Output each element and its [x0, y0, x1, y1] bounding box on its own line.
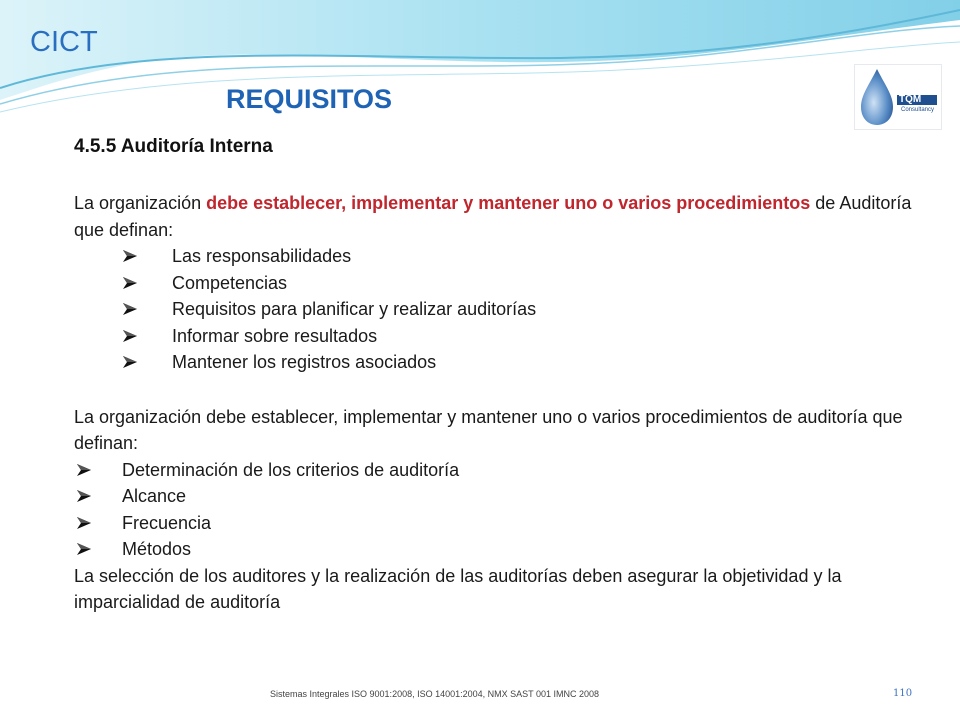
brand-label: CICT: [30, 26, 98, 58]
arrow-bullet-icon: [122, 243, 144, 263]
list-item-text: Métodos: [122, 539, 192, 559]
criteria-list: [74, 457, 926, 563]
arrow-bullet-icon: [122, 323, 144, 343]
list-item: [74, 296, 926, 323]
intro-paragraph: [74, 190, 926, 243]
intro-continuation: de Auditoría que definan:: [74, 193, 912, 240]
list-item: [74, 536, 926, 563]
list-item: [74, 270, 926, 297]
list-item-text: Alcance: [122, 486, 187, 506]
arrow-bullet-icon: [122, 296, 144, 316]
highlighted-requirement: debe establecer, implementar y mantener uno o varios procedimientos: [206, 193, 811, 213]
water-drop-icon: [861, 69, 893, 125]
arrow-bullet-icon: [76, 536, 98, 556]
arrow-bullet-icon: [122, 349, 144, 369]
intro-text: La organización: [74, 193, 207, 213]
page-title: REQUISITOS: [226, 84, 393, 114]
footer-text: Sistemas Integrales ISO 9001:2008, ISO 14001:2004, NMX SAST 001 IMNC 2008: [270, 689, 600, 699]
list-item: [74, 483, 926, 510]
logo-subtitle: Consultancy: [901, 107, 935, 113]
list-item-text: Determinación de los criterios de auditoría: [122, 459, 460, 480]
list-item: [74, 349, 926, 376]
list-item: [74, 457, 926, 484]
second-paragraph: La organización debe establecer, implementar y mantener uno o varios procedimientos de auditoría que definan:: [74, 406, 903, 453]
arrow-bullet-icon: [76, 510, 98, 530]
content-body: [74, 190, 926, 616]
arrow-bullet-icon: [122, 270, 144, 290]
responsibility-list: [74, 243, 926, 376]
list-item: [74, 323, 926, 350]
list-item-text: Informar sobre resultados: [172, 325, 378, 346]
page-number: 110: [893, 688, 913, 699]
list-item-text: Mantener los registros asociados: [172, 352, 437, 372]
logo-name: TQM: [899, 94, 922, 105]
arrow-bullet-icon: [76, 457, 98, 477]
tqm-logo: [854, 64, 942, 130]
list-item-text: Las responsabilidades: [172, 246, 352, 266]
header-wave-decoration: [0, 0, 960, 130]
list-item: [74, 243, 926, 270]
arrow-bullet-icon: [76, 483, 98, 503]
list-item: [74, 510, 926, 537]
list-item-text: Competencias: [172, 272, 288, 293]
list-item-text: Frecuencia: [122, 512, 212, 533]
closing-paragraph: La selección de los auditores y la realización de las auditorías deben asegurar la objetividad y la imparcialidad de auditoría: [74, 565, 842, 612]
section-heading: 4.5.5 Auditoría Interna: [74, 136, 273, 157]
list-item-text: Requisitos para planificar y realizar auditorías: [172, 299, 537, 319]
